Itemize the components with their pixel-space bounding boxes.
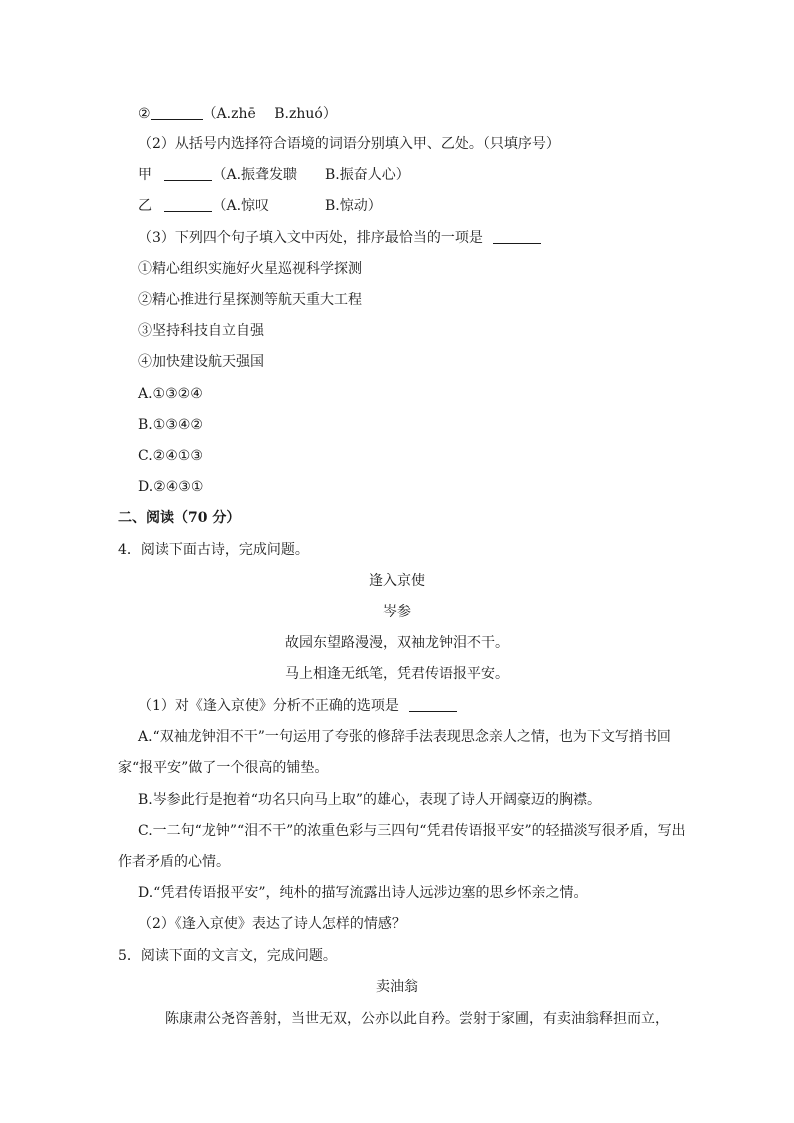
answer-blank [409,697,457,712]
choice-option: C.②④①③ [138,448,203,464]
option-b: B.岑参此行是抱着“功名只向马上取”的雄心，表现了诗人开阔豪迈的胸襟。 [138,792,602,808]
sentence-item: ①精心组织实施好火星巡视科学探测 [138,261,362,277]
jia-options: （A.振聋发聩 B.振奋人心） [212,167,410,183]
sentence-item: ②精心推进行星探测等航天重大工程 [138,292,362,308]
q3-sub2-yi [138,196,382,216]
option-a-line1: A.“双袖龙钟泪不干”一句运用了夸张的修辞手法表现思念亲人之情，也为下文写捎书回 [138,729,671,745]
poem-author: 岑参 [383,604,411,620]
q5-stem: 5．阅读下面的文言文，完成问题。 [118,948,337,964]
sentence-item: ④加快建设航天强国 [138,354,264,370]
essay-title: 卖油翁 [376,979,418,995]
poem-title: 逢入京使 [369,573,425,589]
item2-marker: ② [138,106,151,122]
q3-sub2-prompt: （2）从括号内选择符合语境的词语分别填入甲、乙处。（只填序号） [138,136,560,152]
option-a-line2: 家“报平安”做了一个很高的铺垫。 [118,760,329,776]
essay-text-line: 陈康肃公尧咨善射，当世无双，公亦以此自矜。尝射于家圃，有卖油翁释担而立， [165,1011,669,1027]
answer-blank [164,197,212,212]
q4-stem: 4．阅读下面古诗，完成问题。 [118,542,309,558]
jia-label: 甲 [138,167,152,183]
yi-options: （A.惊叹 B.惊动） [212,198,382,214]
option-d: D.“凭君传语报平安”，纯朴的描写流露出诗人远涉边塞的思乡怀亲之情。 [138,885,588,901]
q4-sub2-prompt: （2）《逢入京使》表达了诗人怎样的情感？ [138,916,406,932]
answer-blank [151,105,203,120]
yi-label: 乙 [138,198,152,214]
item2-options: （A.zhē B.zhuó） [202,106,337,122]
option-c-line2: 作者矛盾的心情。 [118,854,230,870]
choice-option: D.②④③① [138,479,204,495]
option-c-line1: C.一二句“龙钟”“泪不干”的浓重色彩与三四句“凭君传语报平安”的轻描淡写很矛盾，写出 [138,823,686,839]
sentence-item: ③坚持科技自立自强 [138,323,264,339]
answer-blank [164,166,212,181]
section-heading: 二、阅读（70 分） [118,510,241,526]
choice-option: B.①③④② [138,417,203,433]
answer-blank [493,229,541,244]
poem-line: 马上相逢无纸笔，凭君传语报平安。 [285,666,509,682]
q4-sub1-prompt [138,696,457,716]
poem-line: 故园东望路漫漫，双袖龙钟泪不干。 [285,635,509,651]
q3-sub3-prompt [138,228,541,248]
q3-item2 [138,104,337,124]
sub3-prompt-text: （3）下列四个句子填入文中丙处，排序最恰当的一项是 [138,230,483,246]
sub1-prompt-text: （1）对《逢入京使》分析不正确的选项是 [138,698,399,714]
choice-option: A.①③②④ [138,386,203,402]
q3-sub2-jia [138,165,410,185]
